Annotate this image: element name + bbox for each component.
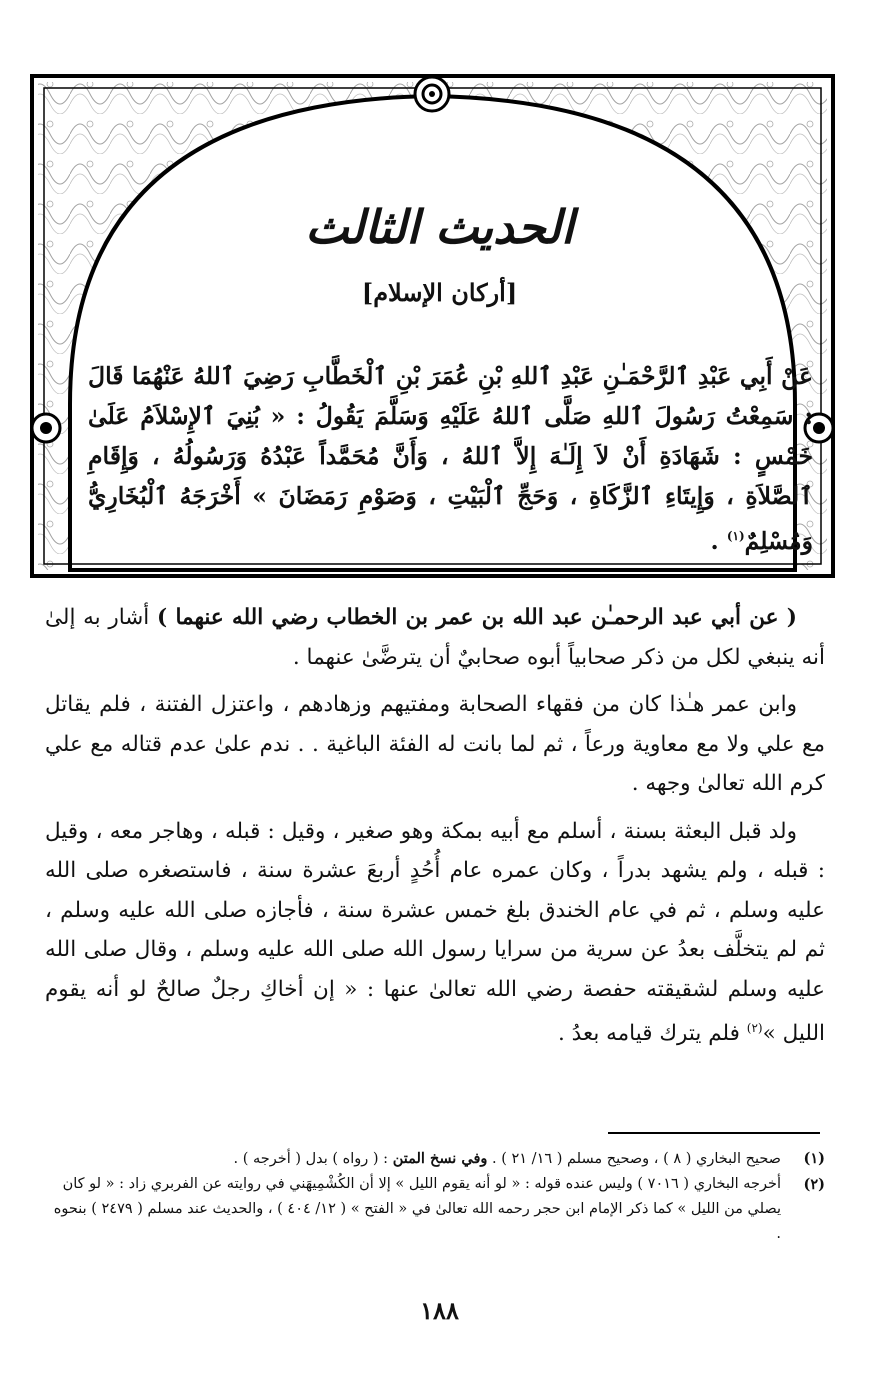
hadith-body: عَنْ أَبِي عَبْدِ ٱلرَّحْمَـٰنِ عَبْدِ ٱللهِ بْنِ عُمَرَ بْنِ ٱلْخَطَّابِ رَضِيَ ٱللهُ عَنْهُمَا قَالَ : سَمِعْتُ رَسُولَ ٱللهِ صَلَّى ٱللهُ عَلَيْهِ وَسَلَّمَ يَقُولُ : « بُنِيَ ٱلإِسْلاَمُ عَلَىٰ خَمْسٍ : شَهَادَةِ أَنْ لاَ إِلَـٰهَ إِلاَّ ٱللهُ ، وَأَنَّ مُحَمَّداً عَبْدُهُ وَرَسُولُهُ ، وَإِقَامِ ٱلصَّلاَةِ ، وَإِيتَاءِ ٱلزَّكَاةِ ، وَحَجِّ ٱلْبَيْتِ ، وَصَوْمِ رَمَضَانَ » أَخْرَجَهُ ٱلْبُخَارِيُّ وَمُسْلِمٌ bbox=[88, 362, 813, 555]
hadith-end: . bbox=[710, 526, 727, 555]
footnote-number: (١) bbox=[803, 1150, 825, 1167]
footnote-ref-1[interactable]: (١) bbox=[726, 529, 745, 543]
paragraph-text: أشار به إلىٰ أنه ينبغي لكل من ذكر صحابياً أبوه صحابيٌ أن يترضَّىٰ عنهما . bbox=[45, 605, 825, 670]
commentary-paragraph-3 bbox=[45, 812, 825, 1054]
commentary-paragraph-1 bbox=[45, 598, 825, 677]
hadith-text bbox=[88, 356, 813, 561]
footnote-2 bbox=[45, 1172, 825, 1247]
paragraph-text-end: فلم يترك قيامه بعدُ . bbox=[558, 1021, 747, 1047]
paragraph-text: ولد قبل البعثة بسنة ، أسلم مع أبيه بمكة وهو صغير ، وقيل : قبله ، وهاجر معه ، وقيل : قبله ، ولم يشهد بدراً ، وكان عمره عام أُحُدٍ أربعَ عشرة سنة ، فاستصغره صلى الله عليه وسلم ، ثم في عام الخندق بلغ خمس عشرة سنة ، فأجازه صلى الله عليه وسلم ، ثم لم يتخلَّف بعدُ عن سرية من سرايا رسول الله صلى الله عليه وسلم ، وقال صلى الله عليه وسلم لشقيقته حفصة رضي الله تعالىٰ عنها : « إن أخاكِ رجلٌ صالحٌ لو أنه يقوم الليل » bbox=[45, 818, 825, 1047]
footnote-ref-2[interactable]: (٢) bbox=[746, 1021, 763, 1035]
footnote-text: أخرجه البخاري ( ٧٠١٦ ) وليس عنده قوله : « لو أنه يقوم الليل » إلا أن الكُشْمِيهَني في روايته عن الفربري زاد : « لو كان يصلي من الليل » كما ذكر الإمام ابن حجر رحمه الله تعالىٰ في « الفتح » ( ١٢/ ٤٠٤ ) ، والحديث عند مسلم ( ٢٤٧٩ ) بنحوه . bbox=[53, 1176, 781, 1242]
commentary bbox=[45, 598, 825, 1062]
page-number: ١٨٨ bbox=[420, 1296, 459, 1325]
commentary-paragraph-2: وابن عمر هـٰذا كان من فقهاء الصحابة ومفتيهم وزهادهم ، واعتزل الفتنة ، فلم يقاتل مع علي ولا مع معاوية ورعاً ، ثم لما بانت له الفئة الباغية . . ندم علىٰ عدم قتاله مع علي كرم الله تعالىٰ وجهه . bbox=[45, 692, 825, 796]
footnote-text: صحيح البخاري ( ٨ ) ، وصحيح مسلم ( ١٦/ ٢١ ) . وفي نسخ المتن : ( رواه ) بدل ( أخرجه ) . bbox=[233, 1150, 781, 1167]
footnote-1 bbox=[45, 1146, 825, 1172]
hadith-title: الحديث الثالث bbox=[305, 200, 574, 254]
footnote-divider bbox=[608, 1132, 820, 1134]
footnote-number: (٢) bbox=[803, 1176, 825, 1193]
footnotes bbox=[45, 1146, 825, 1247]
quoted-narrator: ( عن أبي عبد الرحمـٰن عبد الله بن عمر بن الخطاب رضي الله عنهما ) bbox=[156, 605, 797, 630]
hadith-subtitle: [أركان الإسلام] bbox=[361, 278, 518, 307]
